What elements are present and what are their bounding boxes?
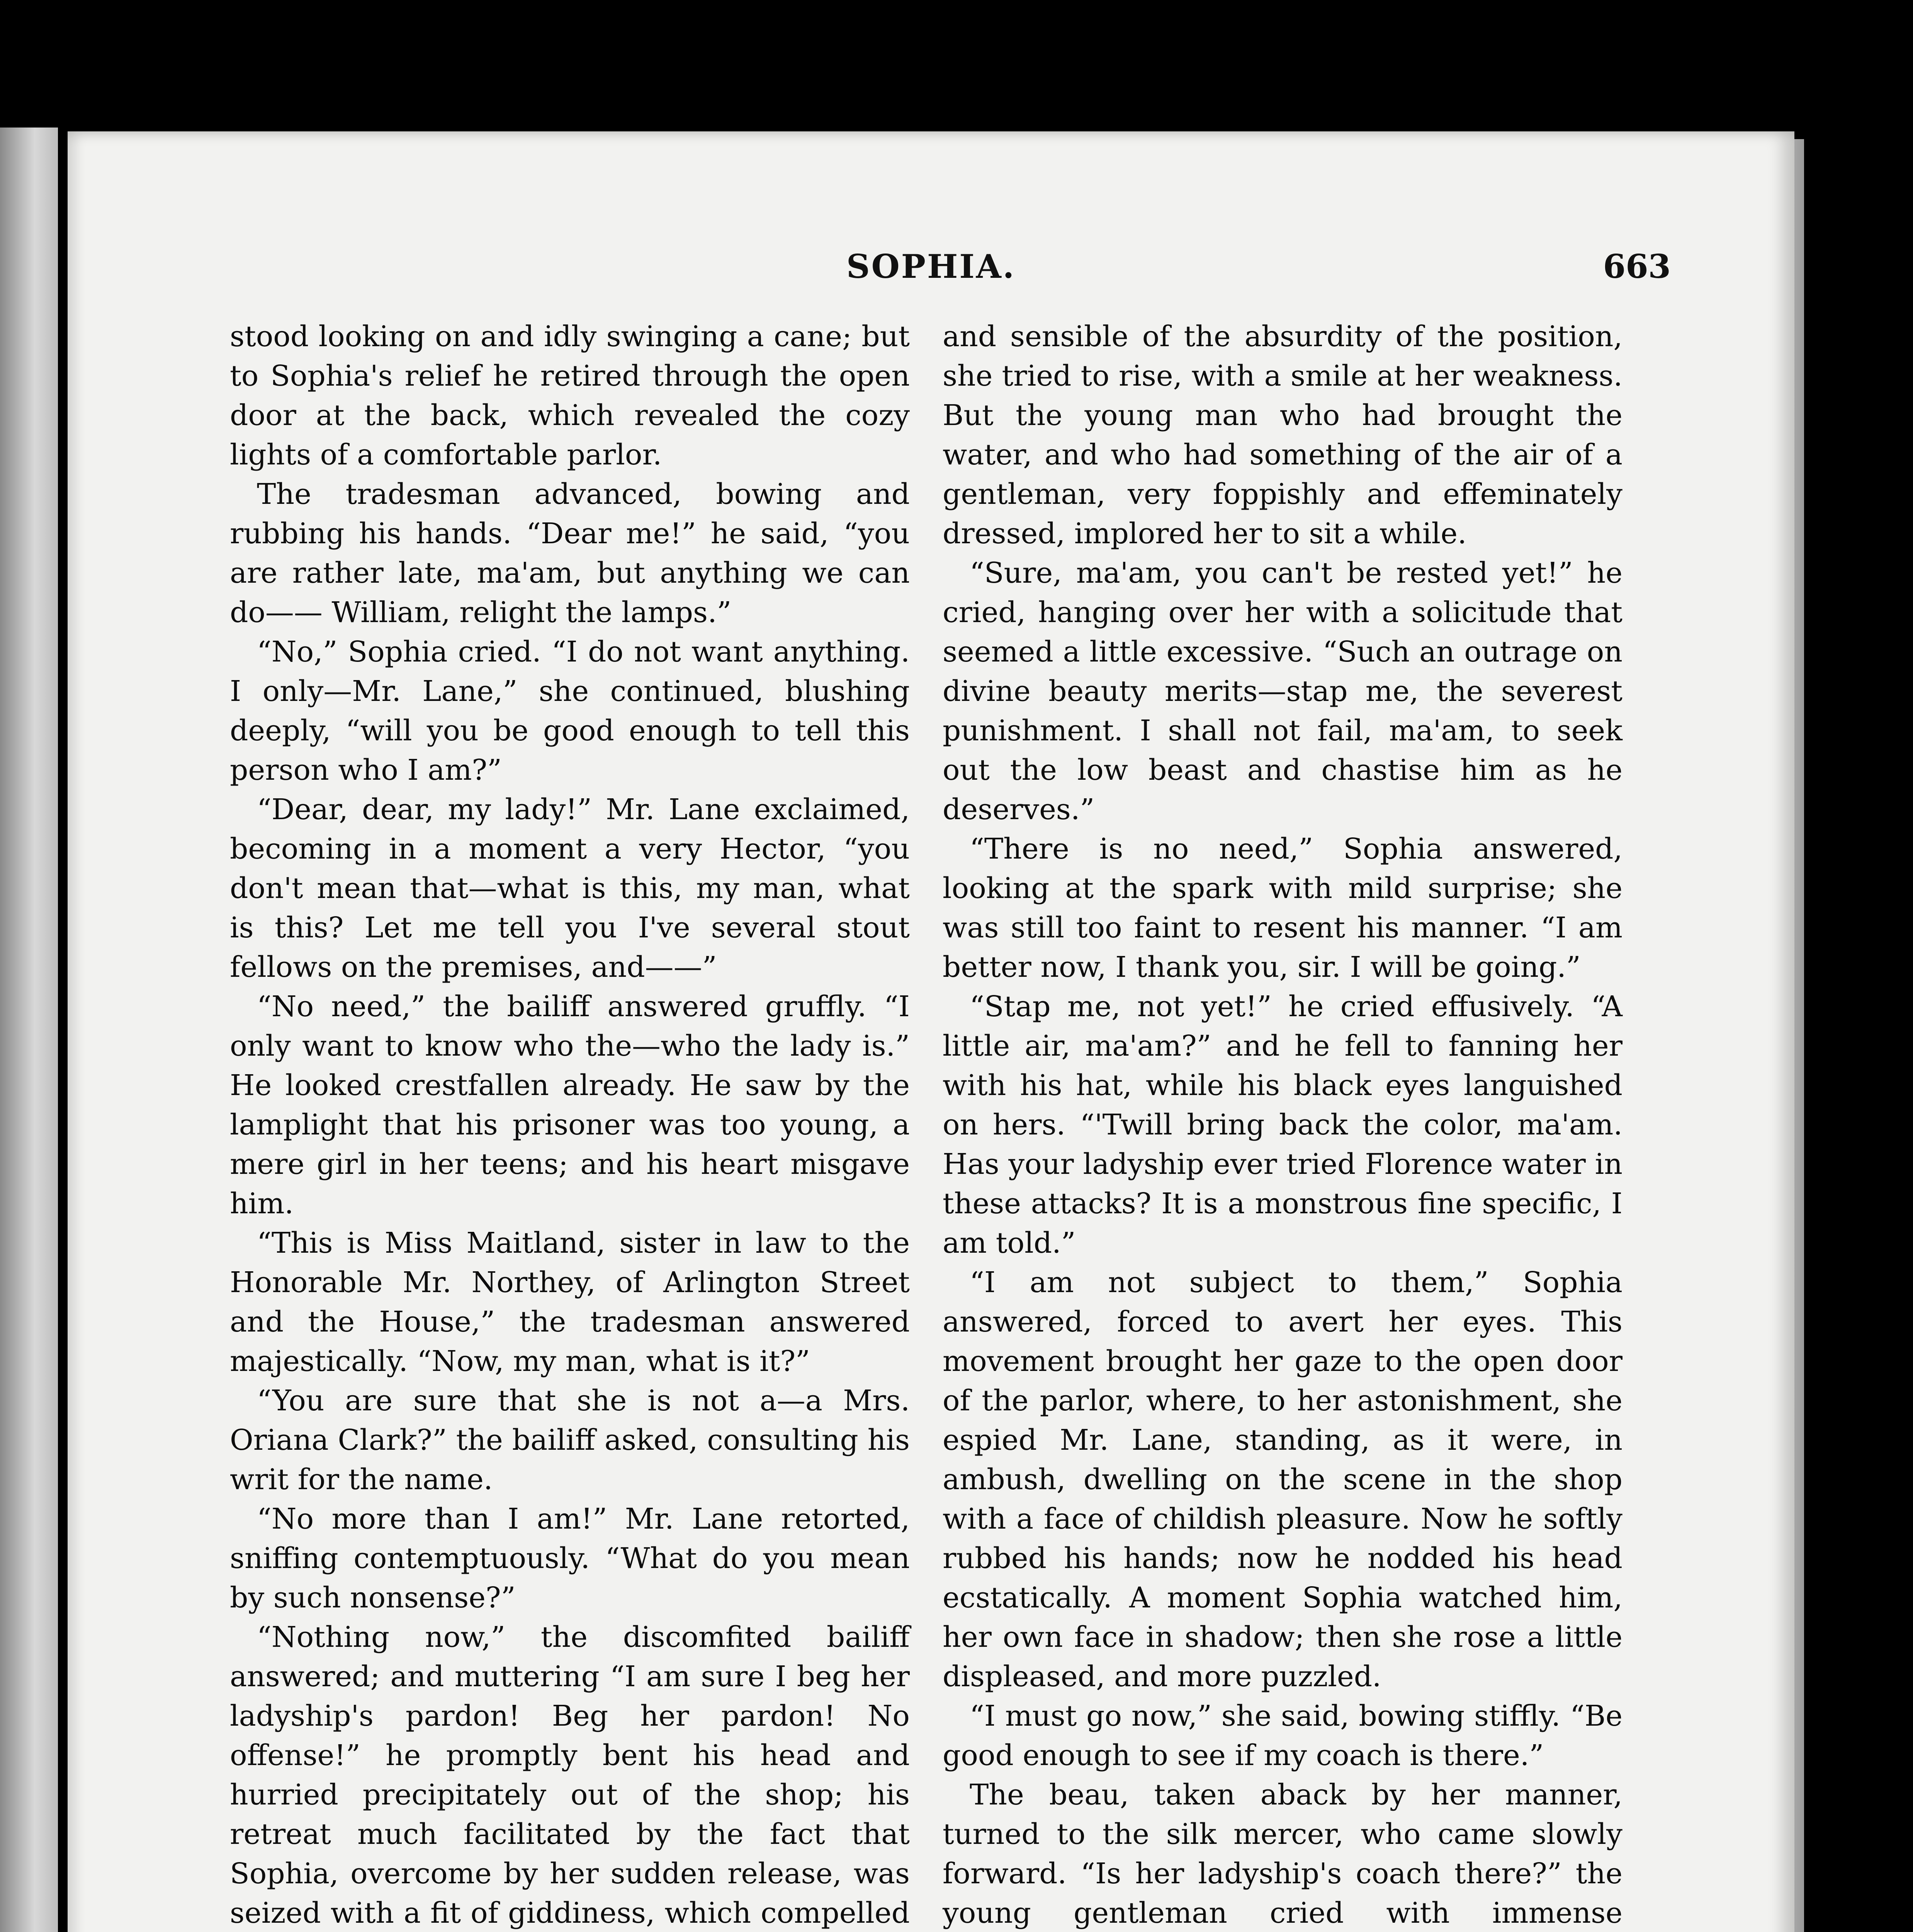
paragraph: “There is no need,” Sophia answered, looking at the spark with mild surprise; she was still too faint to resent his manner. “I am better now, I thank you, sir. I will be going.” [943, 832, 1622, 984]
paragraph: stood looking on and idly swinging a cane; but to Sophia's relief he retired through the open door at the back, which revealed the cozy lights of a comfortable parlor. [230, 320, 910, 471]
book-page [68, 131, 1794, 1932]
paragraph: “No need,” the bailiff answered gruffly. “I only want to know who the—who the lady is.” He looked crestfallen already. He saw by the lamplight that his prisoner was too young, a mere girl in her teens; and his heart misgave him. [230, 990, 910, 1220]
text-column-left [230, 317, 910, 1932]
paragraph: The beau, taken aback by her manner, turned to the silk mercer, who came slowly forward. “Is her ladyship's coach there?” the young gentleman cried with immense [943, 1778, 1622, 1930]
paragraph: and sensible of the absurdity of the position, she tried to rise, with a smile at her weakness. But the young man who had brought the water, and who had something of the air of a gentleman, very foppishly and effeminately dressed, implored her to sit a while. [943, 320, 1622, 550]
paragraph: “Dear, dear, my lady!” Mr. Lane exclaimed, becoming in a moment a very Hector, “you don't mean that—what is this, my man, what is this? Let me tell you I've several stout fellows on the premises, and——” [230, 793, 910, 984]
paragraph: “Stap me, not yet!” he cried effusively. “A little air, ma'am?” and he fell to fanning her with his hat, while his black eyes languished on hers. “'Twill bring back the color, ma'am. Has your ladyship ever tried Florence water in these attacks? It is a monstrous fine specific, I am told.” [943, 990, 1622, 1260]
paragraph: “No,” Sophia cried. “I do not want anything. I only—Mr. Lane,” she continued, blushing deeply, “will you be good enough to tell this person who I am?” [230, 635, 910, 787]
running-header [68, 243, 1794, 290]
paragraph: “I am not subject to them,” Sophia answered, forced to avert her eyes. This movement brought her gaze to the open door of the parlor, where, to her astonishment, she espied Mr. Lane, standing, as it were, in ambush, dwelling on the scene in the shop with a face of childish pleasure. Now he softly rubbed his hands; now he nodded his head ecstatically. A moment Sophia watched him, her own face in shadow; then she rose a little displeased, and more puzzled. [943, 1266, 1622, 1693]
text-column-right [943, 317, 1622, 1932]
page-number: 663 [1603, 247, 1671, 286]
facing-page-edge [0, 128, 58, 1932]
paragraph: “Sure, ma'am, you can't be rested yet!” he cried, hanging over her with a solicitude that seemed a little excessive. “Such an outrage on divine beauty merits—stap me, the severest punishment. I shall not fail, ma'am, to seek out the low beast and chastise him as he deserves.” [943, 556, 1622, 826]
paragraph: “I must go now,” she said, bowing stiffly. “Be good enough to see if my coach is there.” [943, 1699, 1622, 1772]
running-title: SOPHIA. [846, 247, 1016, 286]
paragraph: “Nothing now,” the discomfited bailiff answered; and muttering “I am sure I beg her ladyship's pardon! Beg her pardon! No offense!” he promptly bent his head and hurried precipitately out of the shop; his retreat much facilitated by the fact that Sophia, overcome by her sudden release, was seized with a fit of giddiness, which compelled [230, 1621, 910, 1930]
paragraph: “No more than I am!” Mr. Lane retorted, sniffing contemptuously. “What do you mean by such nonsense?” [230, 1502, 910, 1614]
paragraph: The tradesman advanced, bowing and rubbing his hands. “Dear me!” he said, “you are rather late, ma'am, but anything we can do—— William, relight the lamps.” [230, 478, 910, 629]
paragraph: “This is Miss Maitland, sister in law to the Honorable Mr. Northey, of Arlington Street and the House,” the tradesman answered majestically. “Now, my man, what is it?” [230, 1226, 910, 1378]
paragraph: “You are sure that she is not a—a Mrs. Oriana Clark?” the bailiff asked, consulting his writ for the name. [230, 1384, 910, 1496]
